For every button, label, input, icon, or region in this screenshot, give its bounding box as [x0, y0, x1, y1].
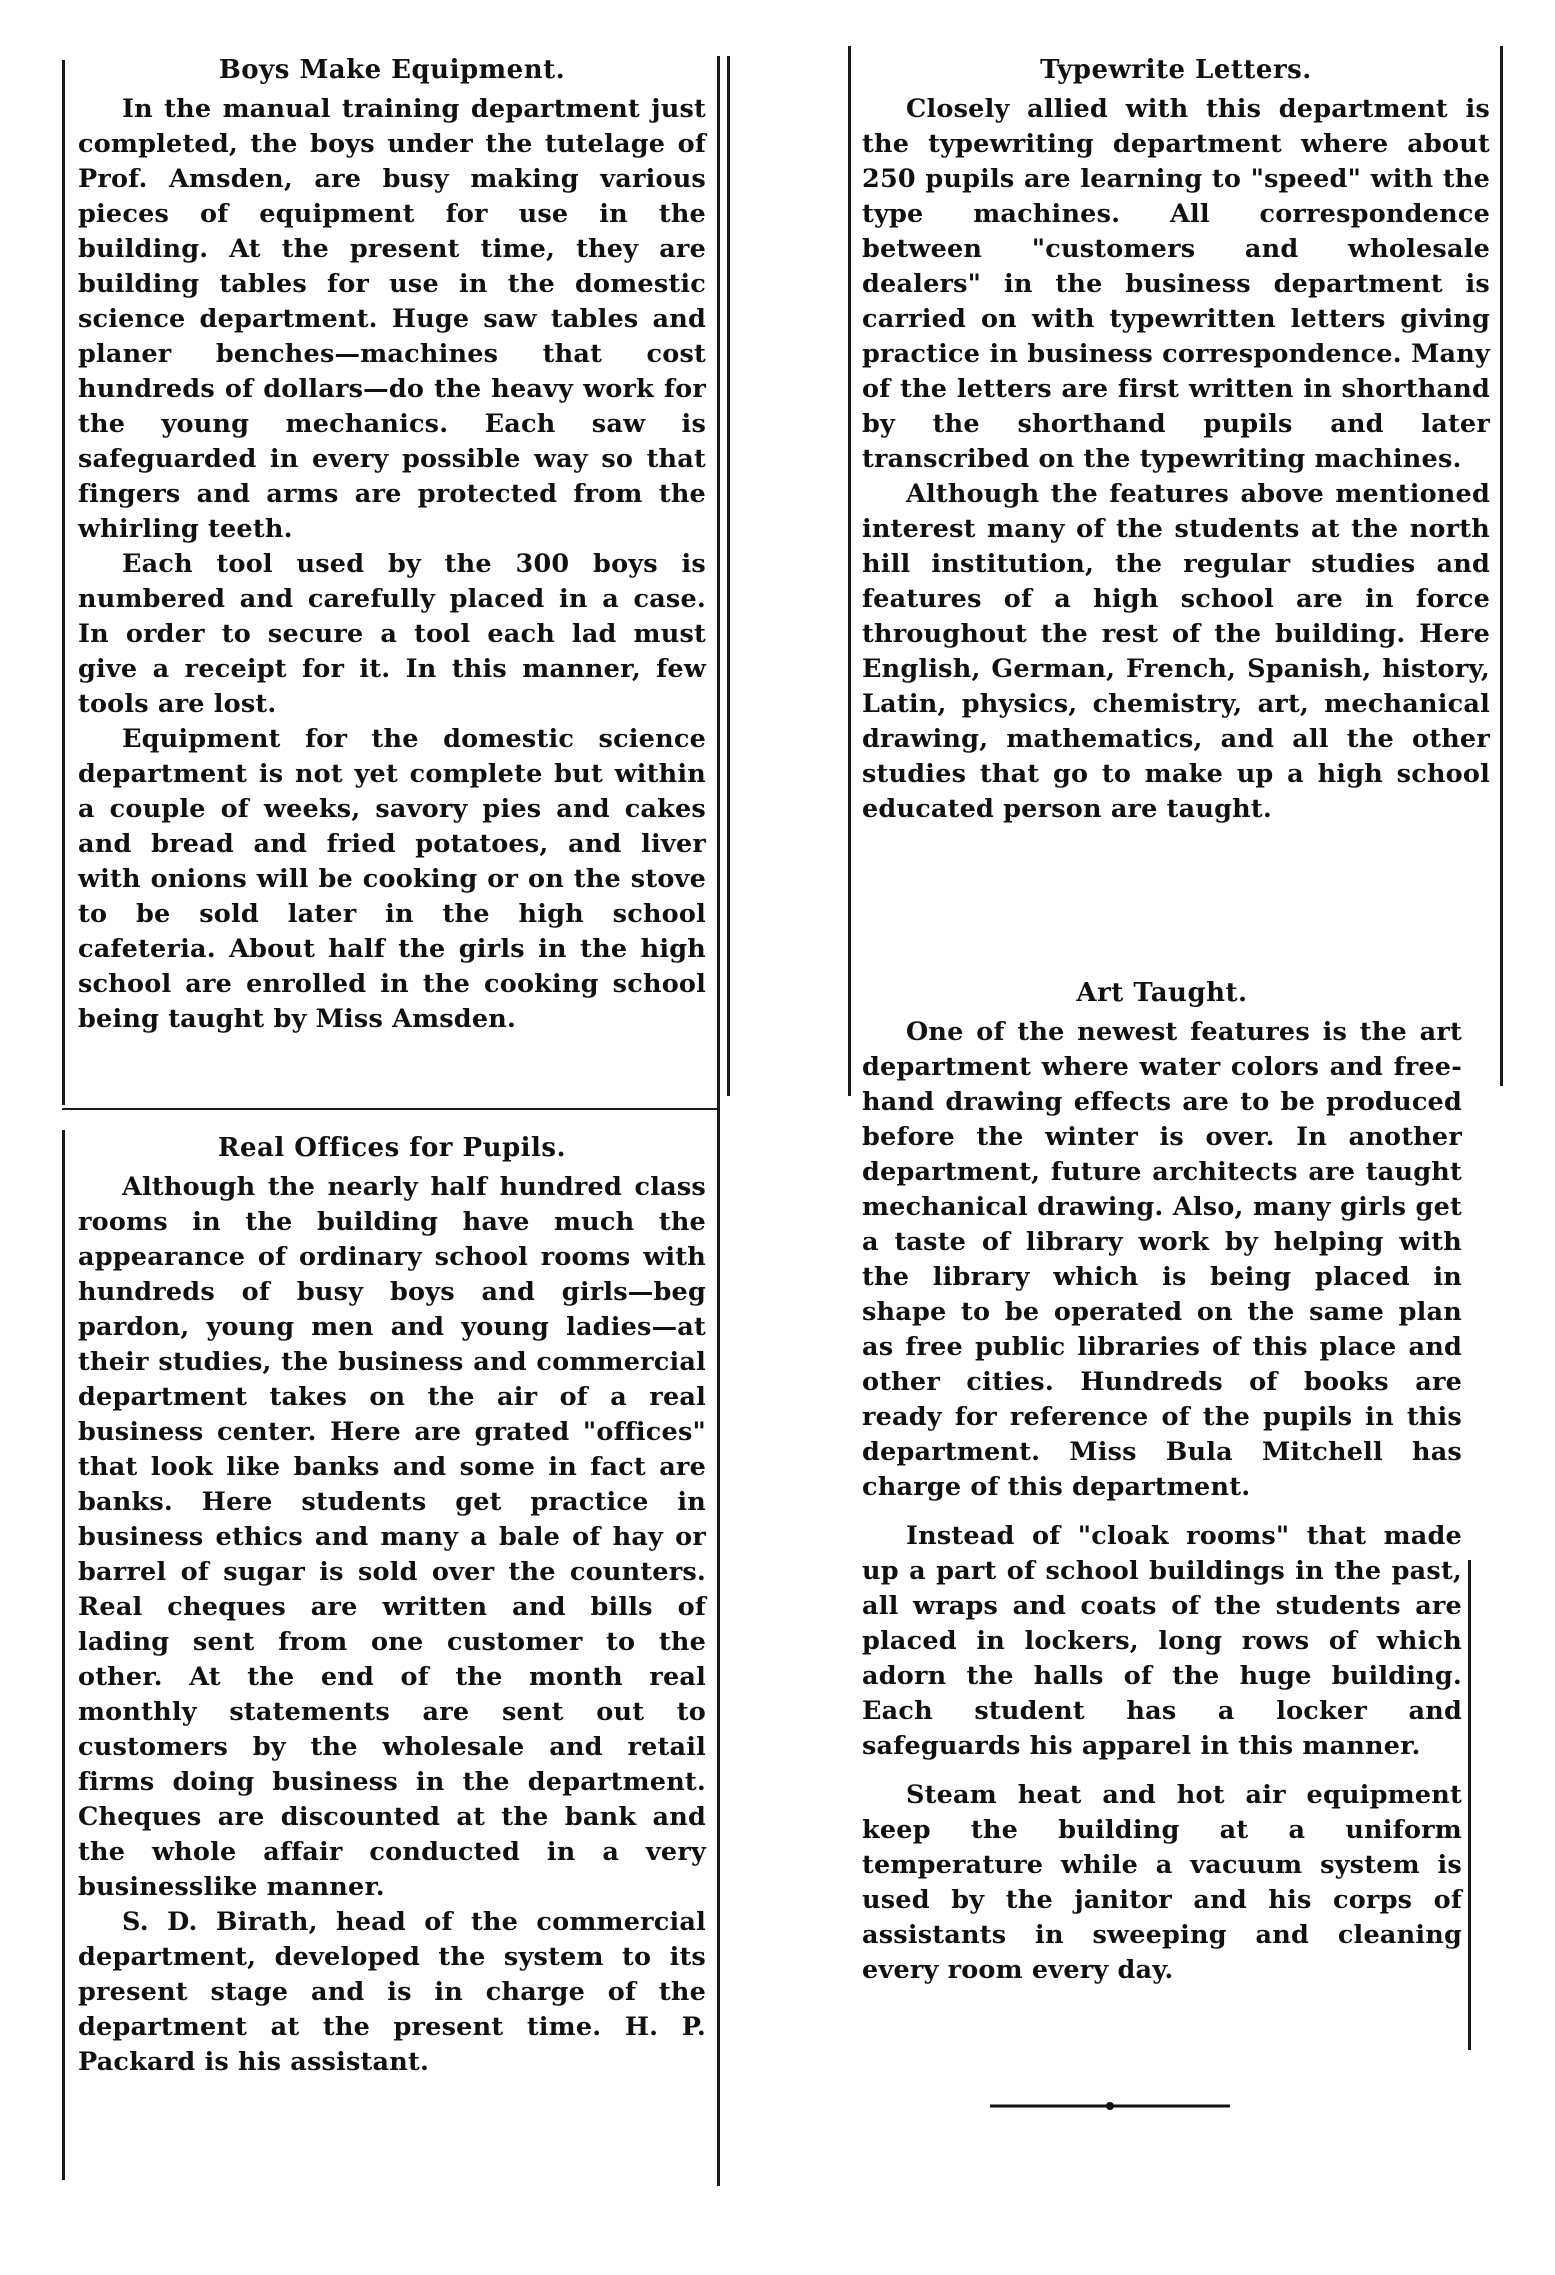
left-column-left-rule-lower: [62, 1130, 65, 2180]
end-of-article-rule: [990, 2100, 1230, 2112]
article-paragraph: Equipment for the domestic science department is not yet complete but within a couple of weeks, savory pies and cakes and bread and fried potatoes, and liver with onions will be cooking or on the stove to be sold later in the high school cafeteria. About half the girls in the high school are enrolled in the cooking school being taught by Miss Amsden.: [78, 724, 706, 1034]
right-column-right-rule: [1500, 46, 1503, 1086]
article-paragraph: Although the nearly half hundred class rooms in the building have much the appearance of ordinary school rooms with hundreds of busy boys and girls—beg pardon, young men and young ladies—at their studies, the business and commercial department takes on the air of a real business center. Here are grated "offices" that look like banks and some in fact are banks. Here students get practice in business ethics and many a bale of hay or barrel of sugar is sold over the counters. Real cheques are written and bills of lading sent from one customer to the other. At the end of the month real monthly statements are sent out to customers by the wholesale and retail firms doing business in the department. Cheques are discounted at the bank and the whole affair conducted in a very businesslike manner.: [78, 1172, 706, 1902]
article-typewrite-letters: [862, 52, 1490, 827]
article-paragraph: Steam heat and hot air equipment keep the building at a uniform temperature while a vacuum system is used by the janitor and his corps of assistants in sweeping and cleaning every room every day.: [862, 1780, 1462, 1985]
right-column-left-rule: [848, 46, 851, 1096]
headline-typewrite-letters: Typewrite Letters.: [1040, 55, 1312, 85]
article-paragraph: Instead of "cloak rooms" that made up a part of school buildings in the past, all wraps and coats of the students are placed in lockers, long rows of which adorn the halls of the huge building. Each student has a locker and safeguards his apparel in this manner.: [862, 1521, 1462, 1761]
center-rule-b: [727, 56, 730, 1096]
article-paragraph: In the manual training department just completed, the boys under the tutelage of Prof. Amsden, are busy making various pieces of equipment for use in the building. At the present time, they are building tables for use in the domestic science department. Huge saw tables and planer benches—machines that cost hundreds of dollars—do the heavy work for the young mechanics. Each saw is safeguarded in every possible way so that fingers and arms are protected from the whirling teeth.: [78, 94, 706, 544]
article-paragraph: Closely allied with this department is the typewriting department where about 250 pupils are learning to "speed" with the type machines. All correspondence between "customers and wholesale dealers" in the business department is carried on with typewritten letters giving practice in business correspondence. Many of the letters are first written in shorthand by the shorthand pupils and later transcribed on the typewriting machines.: [862, 94, 1490, 474]
headline-art-taught: Art Taught.: [1076, 978, 1248, 1008]
left-column-left-rule: [62, 60, 65, 1105]
article-paragraph: Each tool used by the 300 boys is numbered and carefully placed in a case. In order to secure a tool each lad must give a receipt for it. In this manner, few tools are lost.: [78, 549, 706, 719]
article-paragraph: S. D. Birath, head of the commercial department, developed the system to its present stage and is in charge of the department at the present time. H. P. Packard is his assistant.: [78, 1907, 706, 2077]
article-real-offices: [78, 1130, 706, 2080]
center-rule-a: [717, 56, 720, 2186]
article-paragraph: One of the newest features is the art department where water colors and free-hand drawing effects are to be produced before the winter is over. In another department, future architects are taught mechanical drawing. Also, many girls get a taste of library work by helping with the library which is being placed in shape to be operated on the same plan as free public libraries of this place and other cities. Hundreds of books are ready for reference of the pupils in this department. Miss Bula Mitchell has charge of this department.: [862, 1017, 1462, 1502]
article-art-taught: [862, 975, 1462, 1988]
article-boys-make-equipment: [78, 52, 706, 1037]
left-section-divider: [62, 1108, 720, 1110]
right-column-right-rule-lower: [1468, 1560, 1471, 2050]
article-paragraph: Although the features above mentioned interest many of the students at the north hill institution, the regular studies and features of a high school are in force throughout the rest of the building. Here English, German, French, Spanish, history, Latin, physics, chemistry, art, mechanical drawing, mathematics, and all the other studies that go to make up a high school educated person are taught.: [862, 479, 1490, 824]
headline-real-offices: Real Offices for Pupils.: [217, 1133, 567, 1163]
headline-boys-make-equipment: Boys Make Equipment.: [218, 55, 566, 85]
